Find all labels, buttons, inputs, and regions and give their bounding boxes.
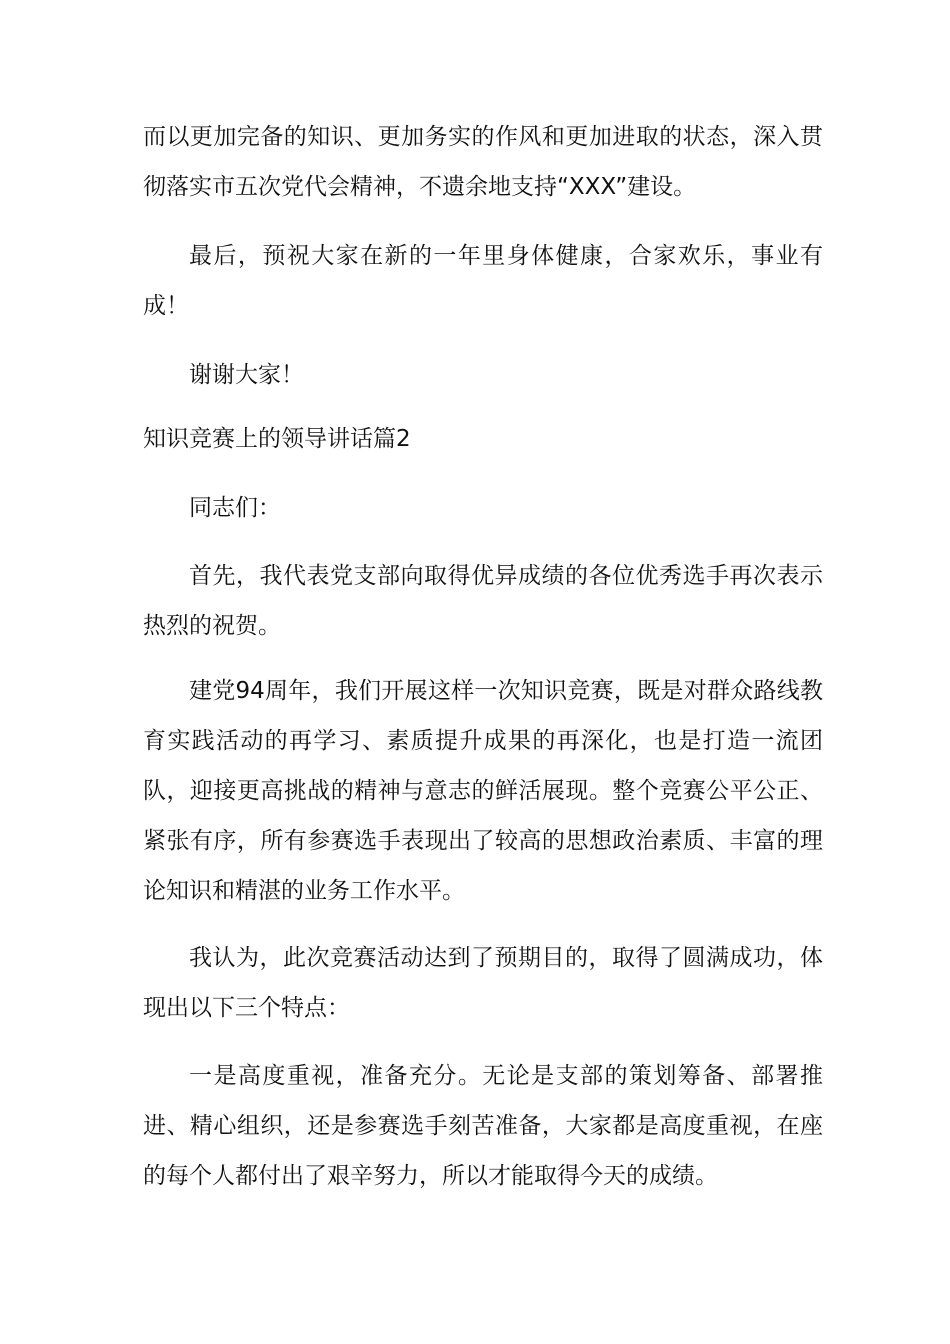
paragraph-continuation: 而以更加完备的知识、更加务实的作风和更加进取的状态，深入贯彻落实市五次党代会精神，不遗余地支持“XXX”建设。 xyxy=(143,124,823,200)
paragraph-thanks: 谢谢大家！ xyxy=(189,362,304,388)
paragraph-anniversary: 建党94周年，我们开展这样一次知识竞赛，既是对群众路线教育实践活动的再学习、素质提升成果的再深化，也是打造一流团队，迎接更高挑战的精神与意志的鲜活展现。整个竞赛公平公正、紧张有序，所有参赛选手表现出了较高的思想政治素质、丰富的理论知识和精湛的业务工作水平。 xyxy=(143,678,823,904)
paragraph-point-one: 一是高度重视，准备充分。无论是支部的策划筹备、部署推进、精心组织，还是参赛选手刻苦准备，大家都是高度重视，在座的每个人都付出了艰辛努力，所以才能取得今天的成绩。 xyxy=(143,1063,823,1189)
paragraph-closing-wishes: 最后，预祝大家在新的一年里身体健康，合家欢乐，事业有成！ xyxy=(143,243,823,319)
section-heading: 知识竞赛上的领导讲话篇2 xyxy=(143,426,411,452)
paragraph-opinion: 我认为，此次竞赛活动达到了预期目的，取得了圆满成功，体现出以下三个特点： xyxy=(143,945,823,1021)
paragraph-salutation: 同志们： xyxy=(189,495,281,521)
paragraph-congratulations: 首先，我代表党支部向取得优异成绩的各位优秀选手再次表示热烈的祝贺。 xyxy=(143,563,823,639)
